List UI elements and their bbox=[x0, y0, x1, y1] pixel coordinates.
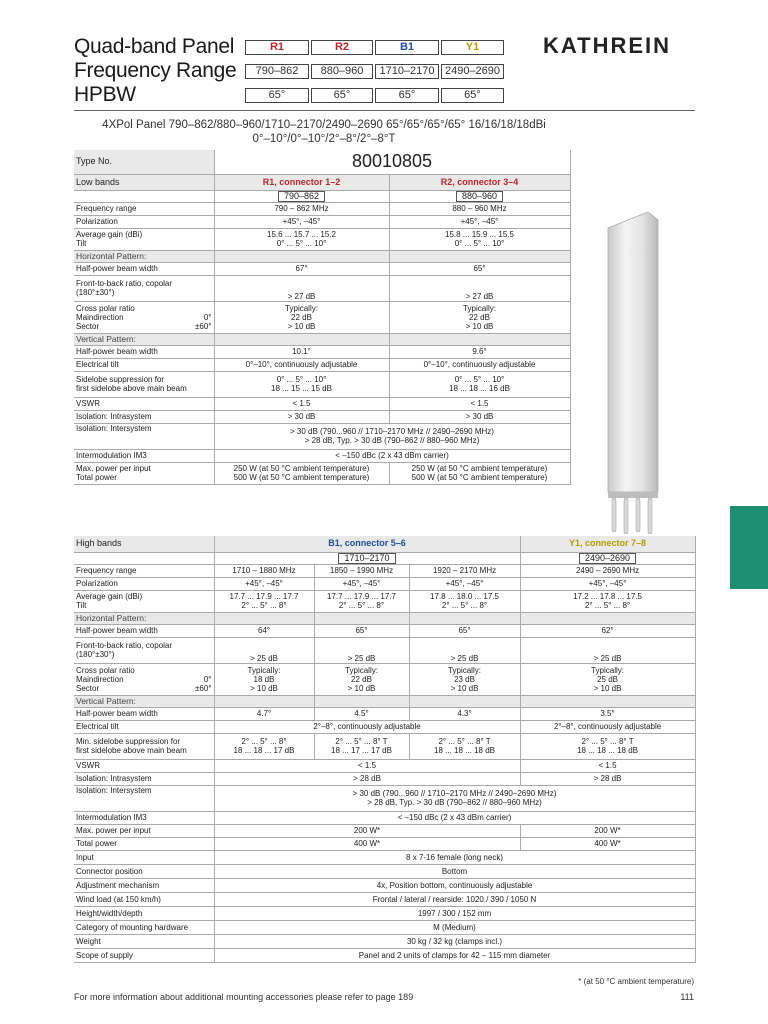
high-bands-table bbox=[74, 536, 696, 963]
header-rule bbox=[74, 110, 695, 111]
table-row: Average gain (dBi) Tilt 15.6 ... 15.7 ... 15.2 0° ... 5° ... 10° 15.8 ... 15.9 ... 15.5 0° ... 5° ... 10° bbox=[74, 228, 570, 250]
low-freq-box-row bbox=[74, 190, 570, 202]
type-no-value: 80010805 bbox=[214, 150, 570, 174]
header-title-1: Quad-band Panel bbox=[74, 35, 235, 58]
low-freqbox-r2: 880–960 bbox=[456, 191, 503, 202]
section-row: Vertical Pattern: bbox=[74, 333, 570, 345]
table-row: Front-to-back ratio, copolar (180°±30°) > 25 dB > 25 dB > 25 dB > 25 dB bbox=[74, 637, 695, 663]
table-row: Isolation: Intersystem > 30 dB (790...960 // 1710–2170 MHz // 2490–2690 MHz) > 28 dB, Typ. > 30 dB (790–862 // 880–960 MHz) bbox=[74, 423, 570, 449]
table-row: Frequency range 790 – 862 MHz 880 – 960 MHz bbox=[74, 202, 570, 215]
footer-note: For more information about additional mounting accessories please refer to page 189 bbox=[74, 992, 414, 1002]
table-row: Category of mounting hardware M (Medium) bbox=[74, 920, 695, 934]
range-r1: 790–862 bbox=[245, 64, 309, 79]
table-row: Frequency range 1710 – 1880 MHz 1850 – 1990 MHz 1920 – 2170 MHz 2490 – 2690 MHz bbox=[74, 564, 695, 577]
table-row: Polarization +45°, –45° +45°, –45° +45°, –45° +45°, –45° bbox=[74, 577, 695, 590]
table-row: Polarization +45°, –45° +45°, –45° bbox=[74, 215, 570, 228]
table-row: Isolation: Intrasystem > 30 dB > 30 dB bbox=[74, 410, 570, 423]
section-row: Vertical Pattern: bbox=[74, 695, 695, 707]
table-row: VSWR < 1.5 < 1.5 bbox=[74, 397, 570, 410]
table-row: Half-power beam width 64° 65° 65° 62° bbox=[74, 624, 695, 637]
header-title-2: Frequency Range bbox=[74, 59, 237, 82]
table-row: Cross polar ratio Maindirection 0° Sector ±60° Typically: 22 dB > 10 dB Typically: 22 dB > 10 dB bbox=[74, 301, 570, 333]
low-freqbox-r1: 790–862 bbox=[278, 191, 325, 202]
hpbw-r1: 65° bbox=[245, 88, 309, 103]
table-row: Intermodulation IM3 < –150 dBc (2 x 43 dBm carrier) bbox=[74, 811, 695, 824]
high-bands-label: High bands bbox=[74, 536, 214, 552]
table-row: Half-power beam width 4.7° 4.5° 4.3° 3.5° bbox=[74, 707, 695, 720]
table-row: Adjustment mechanism 4x, Position bottom, continuously adjustable bbox=[74, 878, 695, 892]
table-row: Max. power per input Total power 250 W (at 50 °C ambient temperature) 500 W (at 50 °C ambient temperature) 250 W (at 50 °C ambient temperature) 500 W (at 50 °C ambient temperature) bbox=[74, 462, 570, 484]
table-row: Height/width/depth 1997 / 300 / 152 mm bbox=[74, 906, 695, 920]
table-row: Electrical tilt 2°–8°, continuously adjustable 2°–8°, continuously adjustable bbox=[74, 720, 695, 733]
high-col-y1: Y1, connector 7–8 bbox=[520, 536, 695, 552]
type-no-row bbox=[74, 150, 570, 174]
high-col-b1: B1, connector 5–6 bbox=[214, 536, 520, 552]
table-row: Average gain (dBi) Tilt 17.7 ... 17.9 ... 17.7 2° ... 5° ... 8° 17.7 ... 17.9 ... 17.7 2° ... 5° ... 8° 17.8 ... 18.0 ... 17.5 2° ... 5° ... 8° 17.2 ... 17.8 ... 17.5 2° ... 5° ... 8° bbox=[74, 590, 695, 612]
table-row: Wind load (at 150 km/h) Frontal / lateral / rearside: 1020 / 390 / 1050 N bbox=[74, 892, 695, 906]
hpbw-y1: 65° bbox=[441, 88, 504, 103]
antenna-panel-image bbox=[596, 210, 666, 540]
high-freqbox-y1: 2490–2690 bbox=[579, 553, 636, 564]
band-code-r1: R1 bbox=[245, 40, 309, 55]
product-subtitle bbox=[74, 118, 574, 146]
low-bands-label: Low bands bbox=[74, 174, 214, 190]
band-code-r2: R2 bbox=[311, 40, 373, 55]
table-row: Scope of supply Panel and 2 units of clamps for 42 – 115 mm diameter bbox=[74, 948, 695, 962]
table-row: Connector position Bottom bbox=[74, 864, 695, 878]
high-freqbox-b1: 1710–2170 bbox=[338, 553, 395, 564]
section-tab-marker bbox=[730, 506, 768, 589]
range-y1: 2490–2690 bbox=[441, 64, 504, 79]
page-number: 111 bbox=[680, 992, 694, 1002]
table-row: Intermodulation IM3 < –150 dBc (2 x 43 dBm carrier) bbox=[74, 449, 570, 462]
table-row: Min. sidelobe suppression for first sidelobe above main beam 2° ... 5° ... 8° 18 ... 18 ... 17 dB 2° ... 5° ... 8° T 18 ... 17 ... 17 dB 2° ... 5° ... 8° T 18 ... 18 ... 18 dB 2° ... 5° ... 8° T 18 ... 18 ... 18 dB bbox=[74, 733, 695, 759]
table-row: Half-power beam width 67° 65° bbox=[74, 262, 570, 275]
band-code-y1: Y1 bbox=[441, 40, 504, 55]
subtitle-line-2: 0°–10°/0°–10°/2°–8°/2°–8°T bbox=[252, 133, 396, 145]
table-row: Max. power per input 200 W* 200 W* bbox=[74, 824, 695, 837]
hpbw-r2: 65° bbox=[311, 88, 373, 103]
table-row: Half-power beam width 10.1° 9.6° bbox=[74, 345, 570, 358]
kathrein-logo: KATHREIN bbox=[543, 33, 672, 58]
footnote: * (at 50 °C ambient temperature) bbox=[578, 977, 694, 986]
band-code-b1: B1 bbox=[375, 40, 439, 55]
range-b1: 1710–2170 bbox=[375, 64, 439, 79]
table-row: Weight 30 kg / 32 kg (clamps incl.) bbox=[74, 934, 695, 948]
hpbw-b1: 65° bbox=[375, 88, 439, 103]
low-bands-table bbox=[74, 150, 571, 485]
type-no-label: Type No. bbox=[74, 150, 214, 174]
table-row: Electrical tilt 0°–10°, continuously adjustable 0°–10°, continuously adjustable bbox=[74, 358, 570, 371]
section-row: Horizontal Pattern: bbox=[74, 250, 570, 262]
low-bands-header bbox=[74, 174, 570, 190]
low-col-r1: R1, connector 1–2 bbox=[214, 174, 389, 190]
table-row: Cross polar ratio Maindirection 0° Sector ±60° Typically: 18 dB > 10 dB Typically: 22 dB > 10 dB Typically: 23 dB > 10 dB Typically: 25 dB > 10 dB bbox=[74, 663, 695, 695]
table-row: Front-to-back ratio, copolar (180°±30°) > 27 dB > 27 dB bbox=[74, 275, 570, 301]
low-col-r2: R2, connector 3–4 bbox=[389, 174, 570, 190]
subtitle-line-1: 4XPol Panel 790–862/880–960/1710–2170/2490–2690 65°/65°/65°/65° 16/16/18/18dBi bbox=[102, 119, 546, 131]
range-r2: 880–960 bbox=[311, 64, 373, 79]
table-row: Isolation: Intersystem > 30 dB (790...960 // 1710–2170 MHz // 2490–2690 MHz) > 28 dB, Typ. > 30 dB (790–862 // 880–960 MHz) bbox=[74, 785, 695, 811]
high-freq-box-row bbox=[74, 552, 695, 564]
table-row: Isolation: Intrasystem > 28 dB > 28 dB bbox=[74, 772, 695, 785]
table-row: Sidelobe suppression for first sidelobe above main beam 0° ... 5° ... 10° 18 ... 15 ... 15 dB 0° ... 5° ... 10° 18 ... 18 ... 16 dB bbox=[74, 371, 570, 397]
table-row: VSWR < 1.5 < 1.5 bbox=[74, 759, 695, 772]
section-row: Horizontal Pattern: bbox=[74, 612, 695, 624]
table-row: Total power 400 W* 400 W* bbox=[74, 837, 695, 850]
header-title-3: HPBW bbox=[74, 83, 136, 106]
high-bands-header bbox=[74, 536, 695, 552]
table-row: Input 8 x 7-16 female (long neck) bbox=[74, 850, 695, 864]
